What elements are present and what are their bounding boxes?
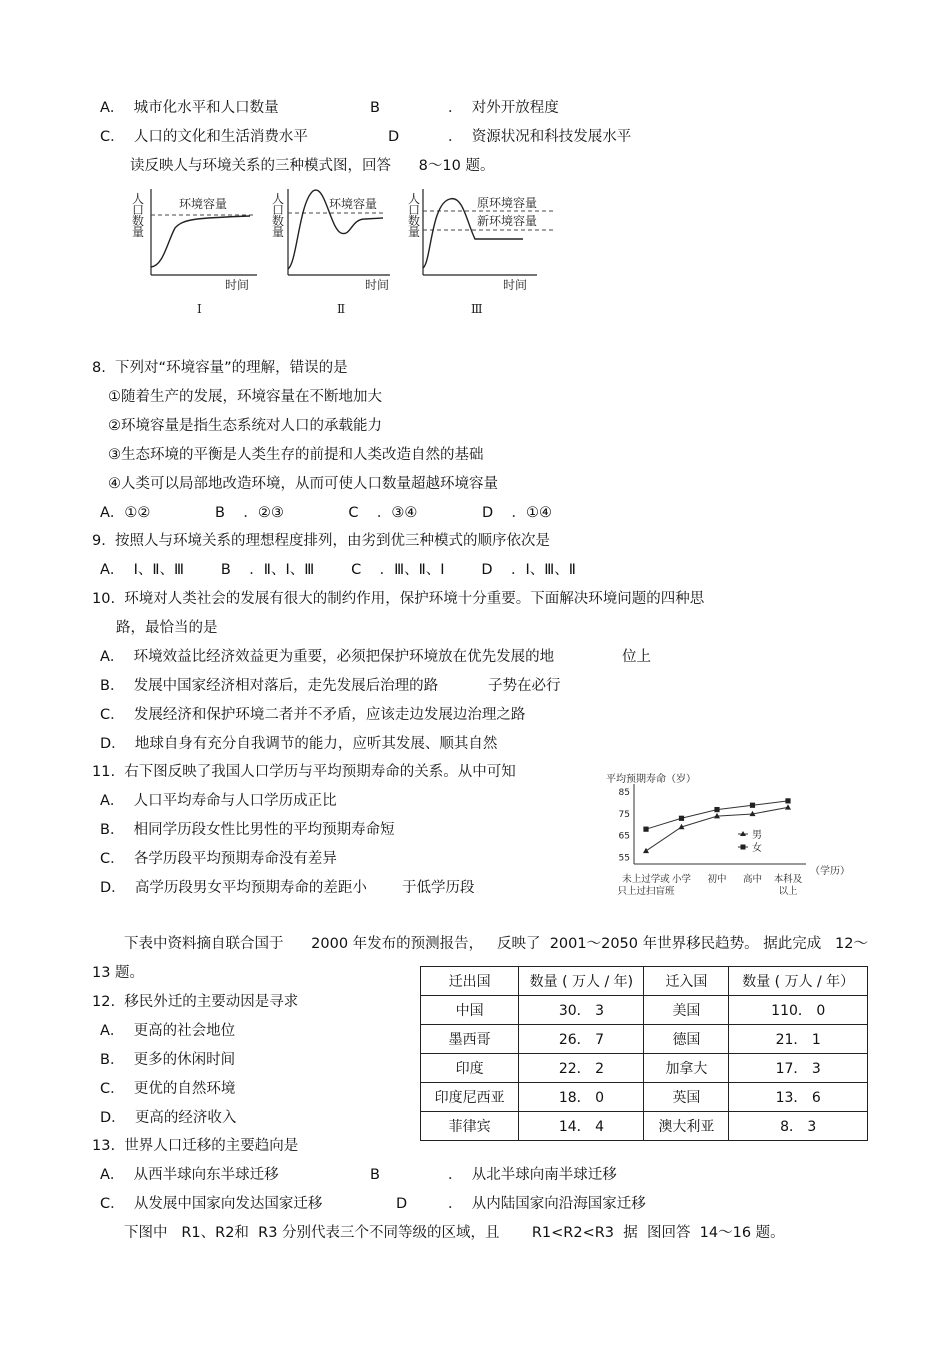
panel2-ylabel-3: 数 <box>272 214 285 228</box>
q8-item-3: ③生态环境的平衡是人类生存的前提和人类改造自然的基础 <box>108 447 484 463</box>
population-environment-models-figure <box>125 183 565 318</box>
q7-option-c: C． 人口的文化和生活消费水平 <box>100 129 308 145</box>
q10-stem-line1: 10. 环境对人类社会的发展有很大的制约作用，保护环境十分重要。下面解决环境问题的四种思 <box>92 591 705 607</box>
intro-12-13-line2: 13 题。 <box>92 965 145 981</box>
q10-stem-line2: 路，最恰当的是 <box>116 620 218 636</box>
q13-stem: 13. 世界人口迁移的主要趋向是 <box>92 1138 299 1154</box>
panel2-roman: Ⅱ <box>337 302 346 316</box>
chart-x-tick-label: 小学 <box>671 874 692 885</box>
chart-point-male <box>785 804 791 809</box>
chart-x-tick-label: 以上 <box>778 886 798 897</box>
q11-option-d: D． 高学历段男女平均预期寿命的差距小 <box>100 880 367 896</box>
table-header-row <box>421 967 868 996</box>
table-cell: 墨西哥 <box>421 1025 519 1054</box>
table-cell: 22． 2 <box>519 1054 644 1083</box>
panel3-old-capacity-label: 原环境容量 <box>477 196 538 210</box>
education-life-expectancy-chart <box>598 768 858 910</box>
q10-option-a-tail: 位上 <box>622 649 651 665</box>
panel2-ylabel-1: 人 <box>272 192 285 206</box>
table-cell: 26． 7 <box>519 1025 644 1054</box>
intro-12-13-line1: 下表中资料摘自联合国于 2000 年发布的预测报告， 反映了 2001～2050 年世界移民趋势。 据此完成 12～ <box>124 936 869 952</box>
model-panel-2 <box>272 189 390 316</box>
q10-option-d: D． 地球自身有充分自我调节的能力，应听其发展、顺其自然 <box>100 736 498 752</box>
panel3-ylabel-1: 人 <box>408 192 421 206</box>
table-row <box>421 1025 868 1054</box>
table-cell: 澳大利亚 <box>644 1112 729 1141</box>
panel1-ylabel-4: 量 <box>132 225 145 239</box>
q13-option-b-letter: B <box>370 1167 380 1183</box>
table-cell: 21． 1 <box>729 1025 868 1054</box>
model-panel-3 <box>408 189 553 316</box>
panel1-xlabel: 时间 <box>225 278 250 292</box>
chart-x-tick-label: 本科及 <box>773 874 803 885</box>
chart-y-tick-label: 55 <box>618 853 630 864</box>
panel1-capacity-label: 环境容量 <box>179 197 228 211</box>
q12-option-a: A． 更高的社会地位 <box>100 1023 236 1039</box>
migration-table <box>420 966 868 1141</box>
chart-x-tick-label: 高中 <box>742 874 763 885</box>
table-cell: 英国 <box>644 1083 729 1112</box>
q13-option-d: ． 从内陆国家向沿海国家迁移 <box>448 1196 646 1212</box>
q8-item-2: ②环境容量是指生态系统对人口的承载能力 <box>108 418 382 434</box>
panel3-xlabel: 时间 <box>503 278 528 292</box>
q11-option-d-tail: 于低学历段 <box>402 880 475 896</box>
panel3-ylabel-4: 量 <box>408 225 421 239</box>
chart-legend-label: 女 <box>752 843 762 854</box>
table-header-cell: 迁出国 <box>421 967 519 996</box>
table-row <box>421 1083 868 1112</box>
panel1-ylabel-3: 数 <box>132 214 145 228</box>
table-cell: 德国 <box>644 1025 729 1054</box>
q7-option-d: ． 资源状况和科技发展水平 <box>448 129 632 145</box>
table-cell: 印度 <box>421 1054 519 1083</box>
q10-option-b: B． 发展中国家经济相对落后，走先发展后治理的路 <box>100 678 439 694</box>
panel2-capacity-label: 环境容量 <box>329 197 378 211</box>
table-header-cell: 数量 ( 万人 / 年） <box>729 967 868 996</box>
chart-legend-label: 男 <box>752 830 762 841</box>
table-cell: 美国 <box>644 996 729 1025</box>
table-cell: 18． 0 <box>519 1083 644 1112</box>
chart-y-tick-label: 65 <box>618 831 630 842</box>
q12-option-b: B． 更多的休闲时间 <box>100 1052 236 1068</box>
q12-option-c: C． 更优的自然环境 <box>100 1081 236 1097</box>
q10-option-a: A． 环境效益比经济效益更为重要，必须把保护环境放在优先发展的地 <box>100 649 555 665</box>
table-cell: 30． 3 <box>519 996 644 1025</box>
table-cell: 14． 4 <box>519 1112 644 1141</box>
table-row <box>421 996 868 1025</box>
q7-option-a: A． 城市化水平和人口数量 <box>100 100 279 116</box>
intro-8-10: 读反映人与环境关系的三种模式图，回答 8～10 题。 <box>130 158 495 174</box>
table-cell: 加拿大 <box>644 1054 729 1083</box>
q8-options: A．①② B ．②③ C ．③④ D ．①④ <box>100 505 553 521</box>
chart-point-female <box>750 803 755 808</box>
chart-x-axis-label: （学历） <box>810 866 850 877</box>
table-cell: 110． 0 <box>729 996 868 1025</box>
q12-option-d: D． 更高的经济收入 <box>100 1110 237 1126</box>
panel3-ylabel-2: 口 <box>408 203 421 217</box>
chart-x-tick-label: 未上过学或 <box>622 874 670 885</box>
intro-14-16: 下图中 R1、R2和 R3 分别代表三个不同等级的区域，且 R1<R2<R3 据 图回答 14～16 题。 <box>124 1225 785 1241</box>
q11-option-b: B． 相同学历段女性比男性的平均预期寿命短 <box>100 822 395 838</box>
chart-y-tick-label: 75 <box>618 809 630 820</box>
table-row <box>421 1054 868 1083</box>
chart-ylabel: 平均预期寿命（岁） <box>606 774 696 785</box>
q7-option-b: ． 对外开放程度 <box>448 100 559 116</box>
table-cell: 菲律宾 <box>421 1112 519 1141</box>
q11-stem: 11. 右下图反映了我国人口学历与平均预期寿命的关系。从中可知 <box>92 764 516 780</box>
panel2-ylabel-4: 量 <box>272 225 285 239</box>
chart-point-female <box>785 798 790 803</box>
chart-point-female <box>643 827 648 832</box>
q13-option-b: ． 从北半球向南半球迁移 <box>448 1167 617 1183</box>
q7-option-b-letter: B <box>370 100 380 116</box>
panel1-ylabel-1: 人 <box>132 192 145 206</box>
chart-y-tick-label: 85 <box>618 788 630 799</box>
panel3-new-capacity-label: 新环境容量 <box>477 214 538 228</box>
q11-option-a: A． 人口平均寿命与人口学历成正比 <box>100 793 337 809</box>
table-cell: 中国 <box>421 996 519 1025</box>
q8-item-4: ④人类可以局部地改造环境，从而可使人口数量超越环境容量 <box>108 476 498 492</box>
q10-option-b-tail: 子势在必行 <box>488 678 561 694</box>
q9-options: A． Ⅰ、Ⅱ、Ⅲ B ．Ⅱ、Ⅰ、Ⅲ C ．Ⅲ、Ⅱ、Ⅰ D ．Ⅰ、Ⅲ、Ⅱ <box>100 562 576 578</box>
table-cell: 8． 3 <box>729 1112 868 1141</box>
panel1-roman: Ⅰ <box>197 302 202 316</box>
q10-option-c: C． 发展经济和保护环境二者并不矛盾，应该走边发展边治理之路 <box>100 707 526 723</box>
q8-stem: 8. 下列对“环境容量”的理解，错误的是 <box>92 360 348 376</box>
table-cell: 13． 6 <box>729 1083 868 1112</box>
table-cell: 17． 3 <box>729 1054 868 1083</box>
q9-stem: 9. 按照人与环境关系的理想程度排列，由劣到优三种模式的顺序依次是 <box>92 533 551 549</box>
chart-point-female <box>714 807 719 812</box>
q11-option-c: C． 各学历段平均预期寿命没有差异 <box>100 851 337 867</box>
chart-point-male <box>643 848 649 853</box>
panel3-roman: Ⅲ <box>471 302 483 316</box>
panel2-xlabel: 时间 <box>365 278 390 292</box>
q13-option-a: A． 从西半球向东半球迁移 <box>100 1167 279 1183</box>
table-cell: 印度尼西亚 <box>421 1083 519 1112</box>
q7-option-d-letter: D <box>388 129 400 145</box>
q13-option-c: C． 从发展中国家向发达国家迁移 <box>100 1196 323 1212</box>
chart-legend-marker-female <box>741 845 746 850</box>
table-header-cell: 迁入国 <box>644 967 729 996</box>
table-row <box>421 1112 868 1141</box>
table-header-cell: 数量 ( 万人 / 年) <box>519 967 644 996</box>
panel2-ylabel-2: 口 <box>272 203 285 217</box>
q12-stem: 12. 移民外迁的主要动因是寻求 <box>92 994 299 1010</box>
panel1-ylabel-2: 口 <box>132 203 145 217</box>
model-panel-1 <box>132 189 257 316</box>
chart-x-tick-label: 初中 <box>707 874 727 885</box>
panel3-ylabel-3: 数 <box>408 214 421 228</box>
chart-x-tick-label: 只上过扫盲班 <box>617 886 675 897</box>
q13-option-d-letter: D <box>396 1196 408 1212</box>
chart-point-female <box>679 816 684 821</box>
q8-item-1: ①随着生产的发展，环境容量在不断地加大 <box>108 389 382 405</box>
